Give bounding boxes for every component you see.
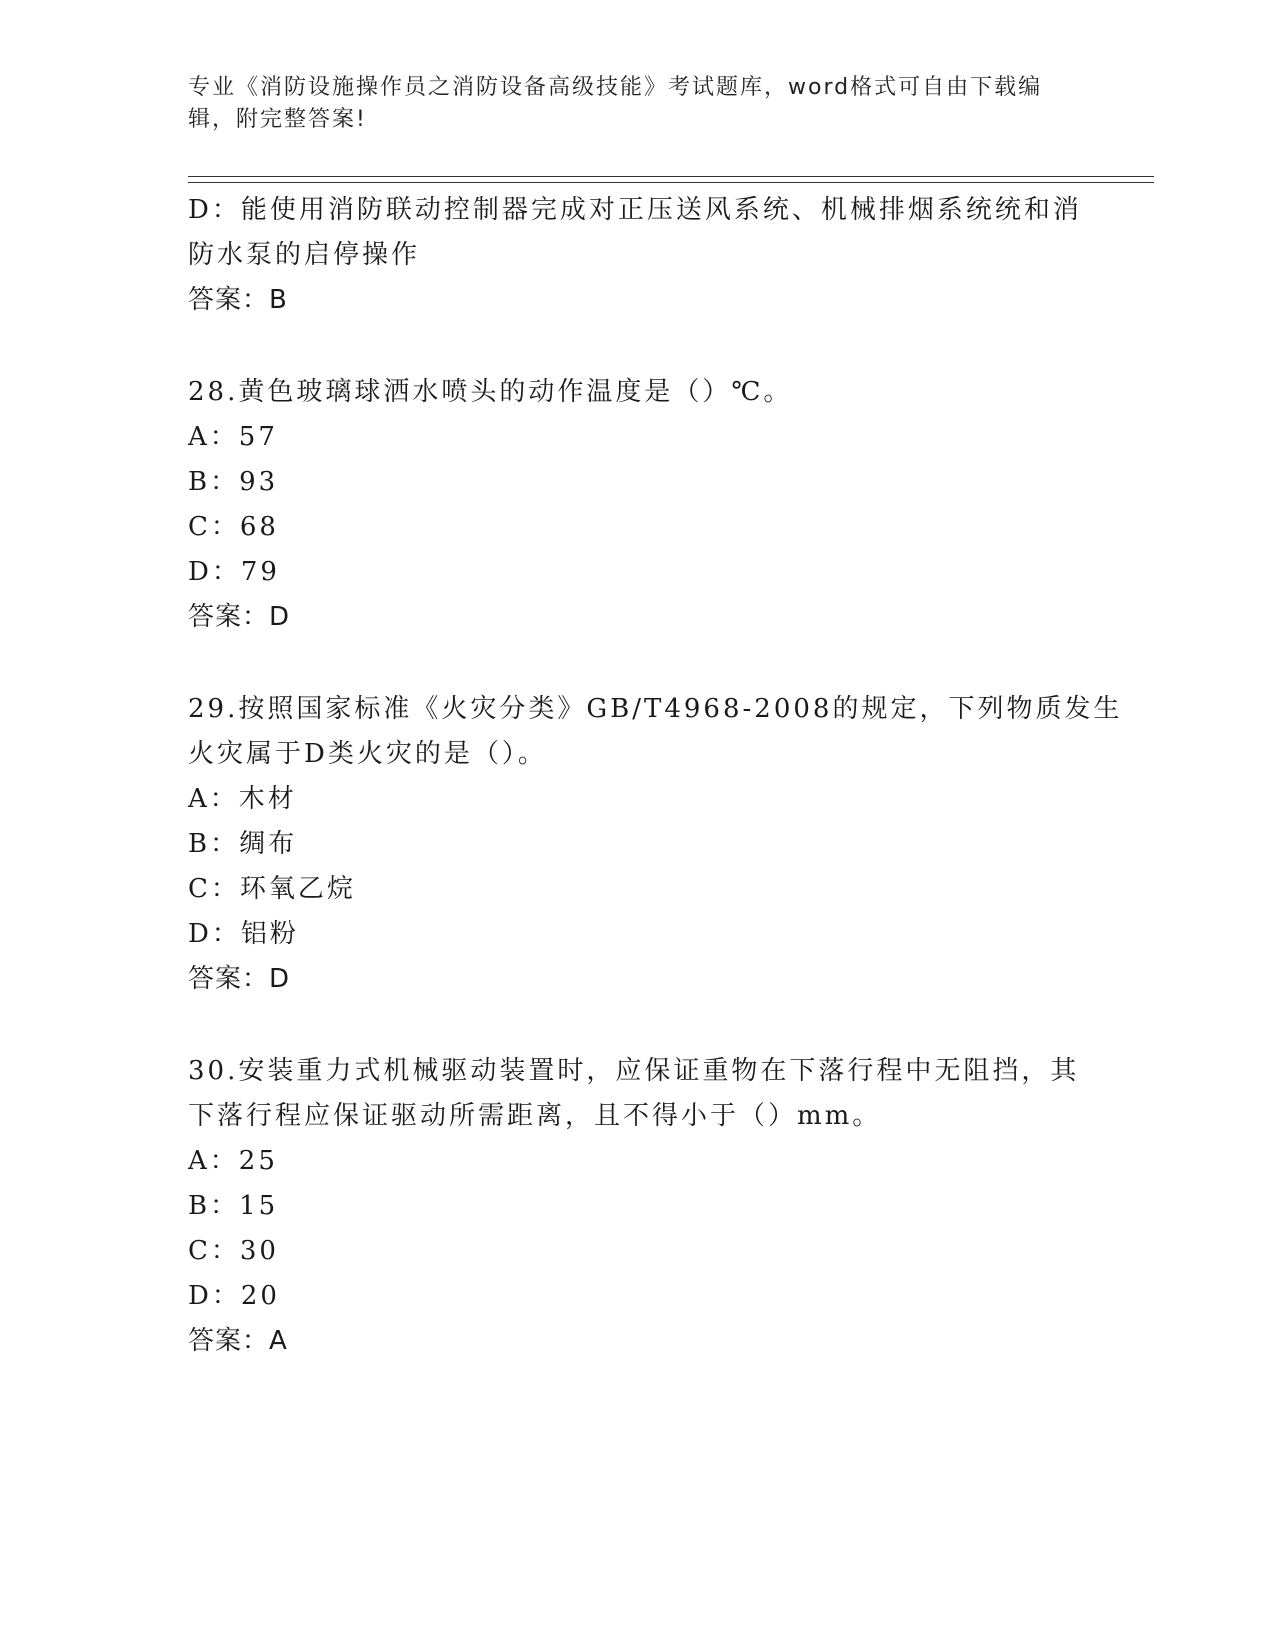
option-b: B：绸布 [188,829,298,859]
header-line-1: 专业《消防设施操作员之消防设备高级技能》考试题库，word格式可自由下载编 [188,75,1043,100]
spacer [188,323,1088,370]
spacer [188,1002,1088,1049]
header-line-2: 辑，附完整答案! [188,107,367,132]
question-28 [188,370,1088,640]
option-c: C：环氧乙烷 [188,874,356,904]
question-stem-continued: 火灾属于D类火灾的是（）。 [188,739,547,769]
question-stem: 28.黄色玻璃球洒水喷头的动作温度是（）℃。 [188,377,793,407]
option-a: A：木材 [188,784,297,814]
answer-line: 答案：D [188,964,291,994]
option-d: D：20 [188,1281,280,1311]
question-stem-continued: 下落行程应保证驱动所需距离，且不得小于（）mm。 [188,1101,882,1131]
option-d: D：能使用消防联动控制器完成对正压送风系统、机械排烟系统统和消 [188,195,1082,225]
option-d: D：铝粉 [188,919,299,949]
answer-line: 答案：D [188,602,291,632]
document-body [188,188,1123,1364]
option-a: A：25 [188,1146,278,1176]
option-a: A：57 [188,422,278,452]
answer-line: 答案：A [188,1326,288,1356]
question-29 [188,687,1123,1002]
option-d-continued: 防水泵的启停操作 [188,240,421,270]
option-c: C：68 [188,512,279,542]
question-30 [188,1049,1088,1364]
question-stem: 30.安装重力式机械驱动装置时，应保证重物在下落行程中无阻挡，其 [188,1056,1080,1086]
question-stem: 29.按照国家标准《火灾分类》GB/T4968-2008的规定，下列物质发生 [188,694,1123,724]
document-header [188,72,1068,136]
header-divider-bottom [188,182,1154,183]
option-b: B：15 [188,1191,279,1221]
question-27-continuation [188,188,1088,323]
spacer [188,640,1088,687]
option-c: C：30 [188,1236,279,1266]
answer-line: 答案：B [188,285,288,315]
option-b: B：93 [188,467,279,497]
option-d: D：79 [188,557,280,587]
header-divider-top [188,176,1154,177]
